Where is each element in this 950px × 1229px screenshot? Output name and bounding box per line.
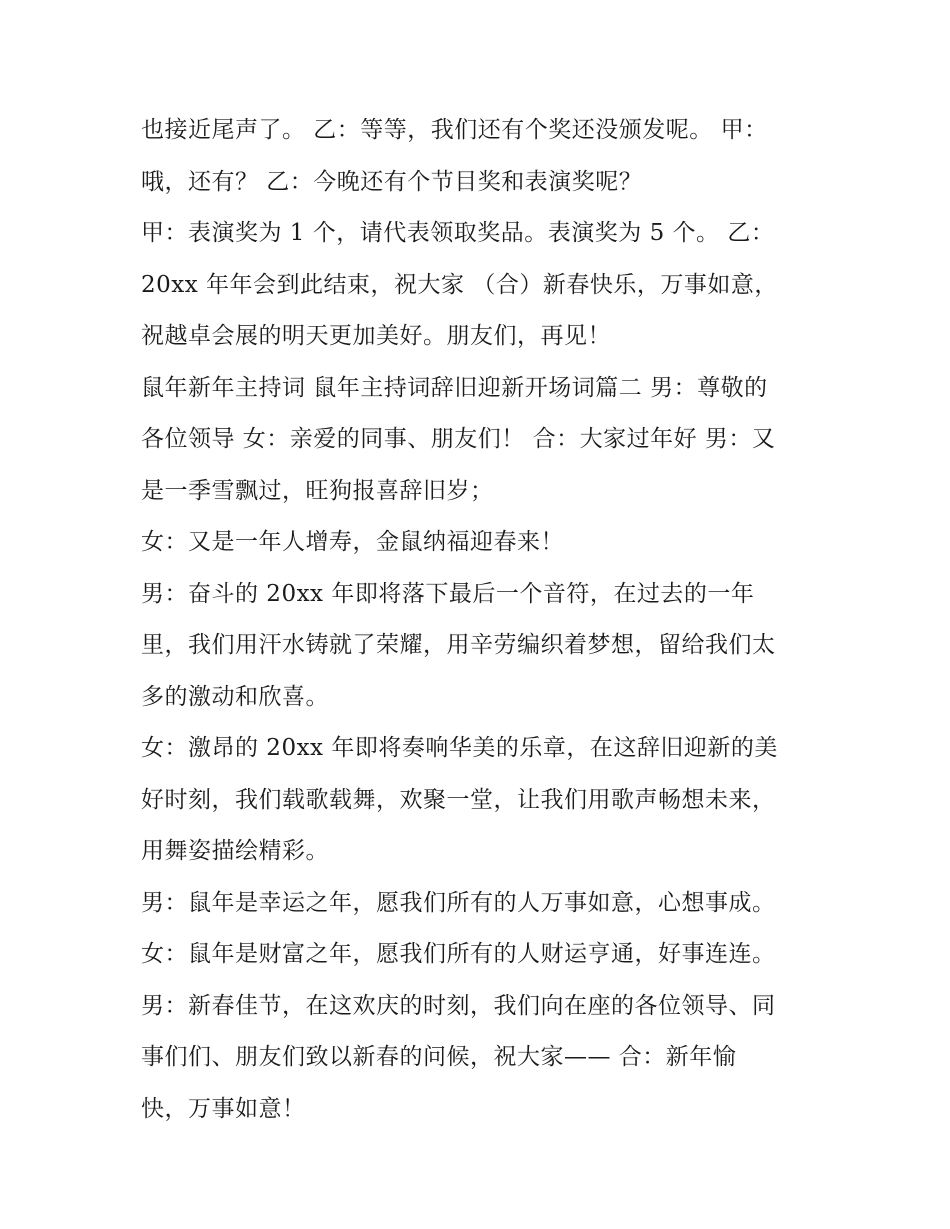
text-line: 多的激动和欣喜。 — [141, 683, 329, 710]
text-line: 男：新春佳节，在这欢庆的时刻，我们向在座的各位领导、同 — [141, 992, 776, 1019]
text-line: 20xx 年年会到此结束，祝大家 （合）新春快乐，万事如意， — [141, 271, 778, 298]
text-line: 用舞姿描绘精彩。 — [141, 838, 329, 864]
text-line: 女：鼠年是财富之年，愿我们所有的人财运亨通，好事连连。 — [141, 941, 776, 967]
text-line: 哦，还有？ 乙：今晚还有个节目奖和表演奖呢？ — [141, 168, 643, 195]
text-line: 鼠年新年主持词 鼠年主持词辞旧迎新开场词篇二 男：尊敬的 — [141, 374, 768, 401]
text-line: 祝越卓会展的明天更加美好。朋友们，再见！ — [141, 323, 611, 349]
text-line: 女：激昂的 20xx 年即将奏响华美的乐章，在这辞旧迎新的美 — [141, 735, 778, 761]
text-line: 也接近尾声了。 乙：等等，我们还有个奖还没颁发呢。 甲： — [141, 117, 768, 143]
text-line: 里，我们用汗水铸就了荣耀，用辛劳编织着梦想，留给我们太 — [141, 632, 776, 658]
text-line: 是一季雪飘过，旺狗报喜辞旧岁； — [141, 477, 494, 504]
text-line: 女：又是一年人增寿，金鼠纳福迎春来！ — [141, 529, 564, 555]
text-line: 各位领导 女：亲爱的同事、朋友们！ 合：大家过年好 男：又 — [141, 426, 776, 452]
text-line: 男：鼠年是幸运之年，愿我们所有的人万事如意，心想事成。 — [141, 889, 776, 916]
document-body — [141, 112, 821, 1142]
text-line: 好时刻，我们载歌载舞，欢聚一堂，让我们用歌声畅想未来， — [141, 786, 776, 813]
text-line: 事们们、朋友们致以新春的问候，祝大家—— 合：新年愉 — [141, 1044, 737, 1070]
text-line: 甲：表演奖为 1 个，请代表领取奖品。表演奖为 5 个。 乙： — [141, 220, 775, 246]
text-line: 快，万事如意！ — [141, 1095, 306, 1122]
text-line: 男：奋斗的 20xx 年即将落下最后一个音符，在过去的一年 — [141, 580, 755, 607]
